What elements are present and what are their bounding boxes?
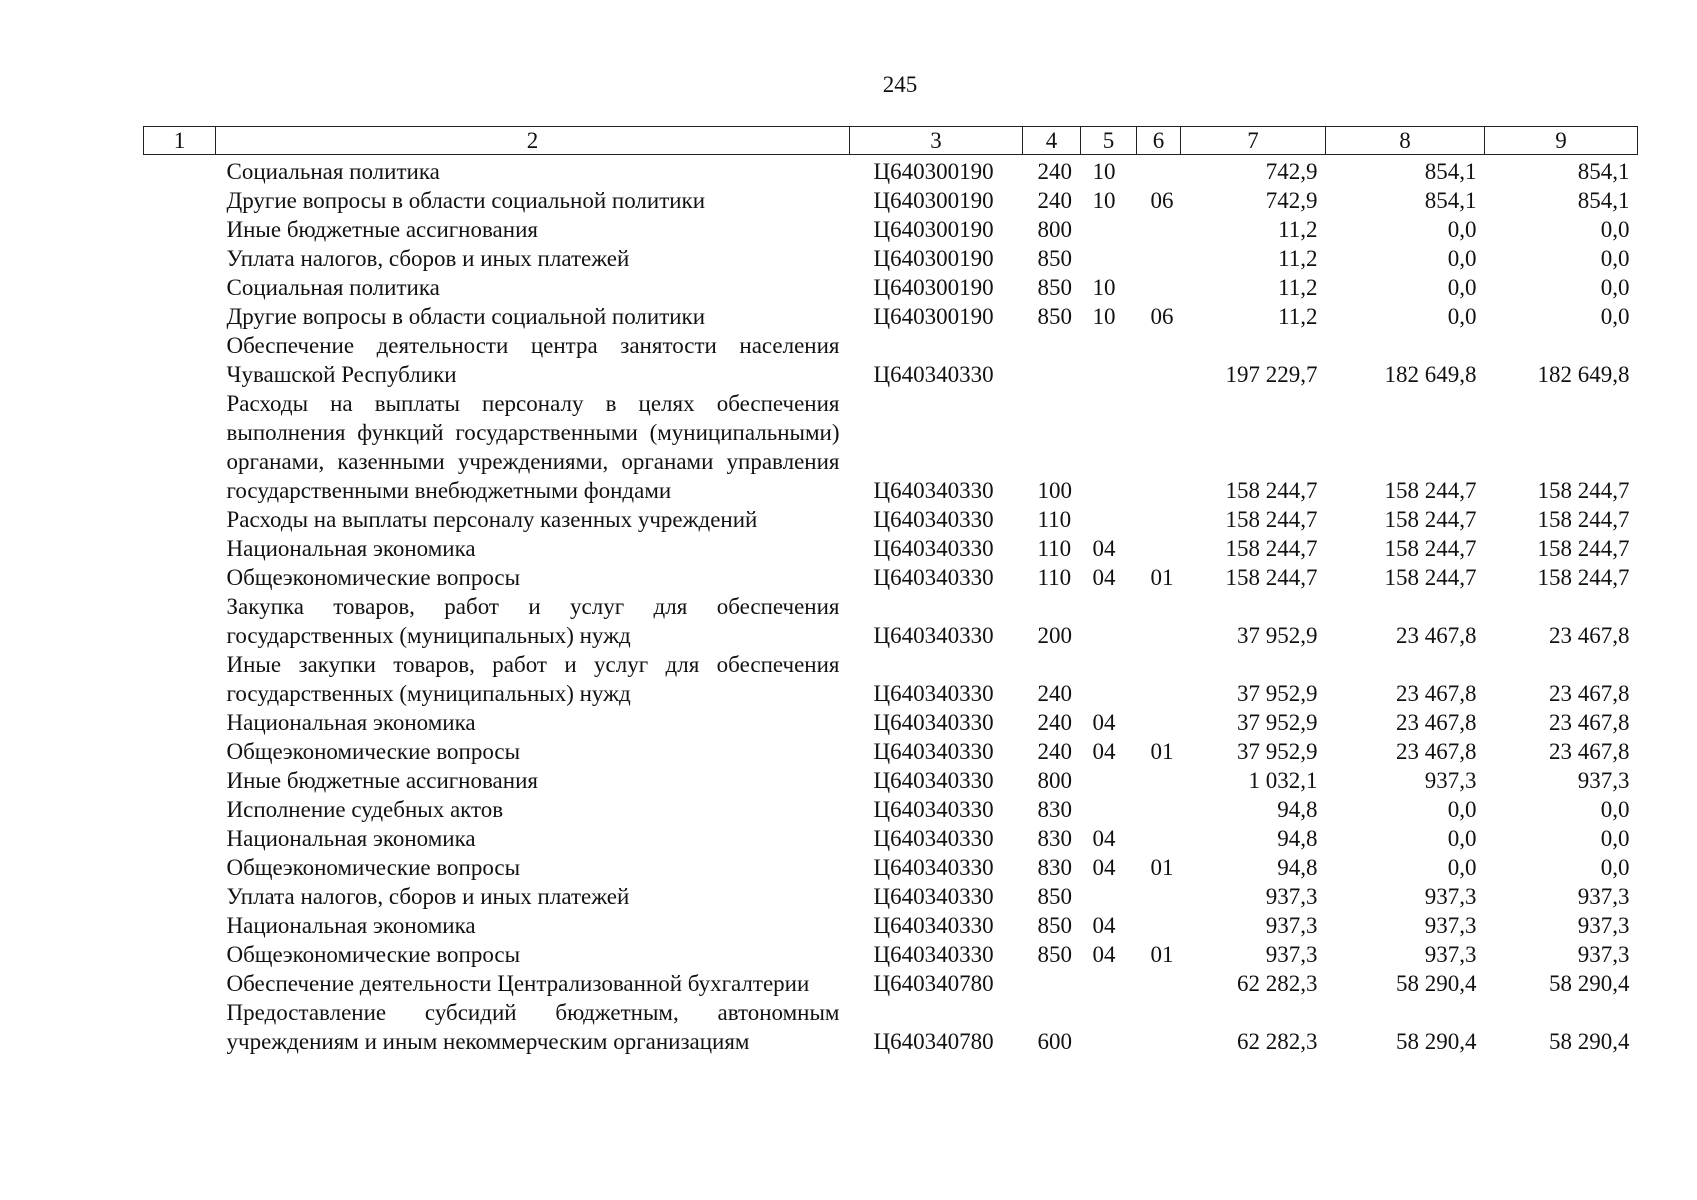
amount-year1-cell: 37 952,9 (1237, 623, 1318, 648)
expense-name-cell: Национальная экономика (226, 826, 476, 851)
amount-year2-cell: 158 244,7 (1384, 478, 1477, 503)
subsection-cell (1137, 911, 1181, 940)
target-code-cell: Ц640300190 (873, 304, 994, 329)
subsection-cell (1137, 534, 1181, 563)
subsection-cell: 01 (1150, 942, 1174, 967)
subsection-cell (1137, 969, 1181, 998)
table-row (144, 215, 1638, 244)
amount-year1-cell: 937,3 (1265, 884, 1318, 909)
column-header: 5 (1081, 127, 1137, 155)
row-number-cell (144, 244, 216, 273)
expense-group-cell: 850 (1037, 942, 1072, 967)
table-row (144, 650, 1638, 708)
target-code-cell: Ц640340330 (873, 797, 994, 822)
amount-year2-cell: 0,0 (1447, 217, 1477, 242)
section-cell: 10 (1092, 304, 1116, 329)
section-cell (1081, 650, 1137, 708)
table-row (144, 331, 1638, 389)
amount-year1-cell: 158 244,7 (1225, 507, 1318, 532)
row-number-cell (144, 389, 216, 505)
amount-year2-cell: 158 244,7 (1384, 507, 1477, 532)
amount-year3-cell: 0,0 (1600, 217, 1630, 242)
row-number-cell (144, 766, 216, 795)
amount-year3-cell: 0,0 (1600, 246, 1630, 271)
amount-year2-cell: 23 467,8 (1396, 710, 1477, 735)
target-code-cell: Ц640300190 (873, 275, 994, 300)
amount-year3-cell: 23 467,8 (1549, 710, 1630, 735)
amount-year2-cell: 158 244,7 (1384, 536, 1477, 561)
expense-name-cell: Социальная политика (226, 275, 440, 300)
amount-year2-cell: 0,0 (1447, 304, 1477, 329)
target-code-cell: Ц640340330 (873, 768, 994, 793)
expense-group-cell: 830 (1037, 797, 1072, 822)
section-cell (1081, 795, 1137, 824)
amount-year3-cell: 0,0 (1600, 304, 1630, 329)
section-cell: 04 (1092, 536, 1116, 561)
expense-group-cell: 200 (1037, 623, 1072, 648)
amount-year1-cell: 94,8 (1277, 797, 1318, 822)
amount-year3-cell: 0,0 (1600, 855, 1630, 880)
column-header: 8 (1326, 127, 1485, 155)
row-number-cell (144, 737, 216, 766)
subsection-cell (1137, 273, 1181, 302)
row-number-cell (144, 186, 216, 215)
amount-year1-cell: 937,3 (1265, 942, 1318, 967)
amount-year1-cell: 158 244,7 (1225, 478, 1318, 503)
amount-year1-cell: 158 244,7 (1225, 565, 1318, 590)
section-cell: 04 (1092, 565, 1116, 590)
subsection-cell: 01 (1150, 739, 1174, 764)
subsection-cell (1137, 155, 1181, 187)
row-number-cell (144, 650, 216, 708)
expense-group-cell: 240 (1037, 739, 1072, 764)
table-row (144, 186, 1638, 215)
target-code-cell: Ц640340330 (873, 826, 994, 851)
section-cell: 04 (1092, 826, 1116, 851)
expense-name-cell: Расходы на выплаты персоналу в целях обеспечения выполнения функций государственными (муниципальными) органами, казенными учреждениями, органами управления государственными внебюджетными фондами (226, 391, 840, 503)
section-cell: 04 (1092, 710, 1116, 735)
amount-year2-cell: 0,0 (1447, 275, 1477, 300)
amount-year1-cell: 94,8 (1277, 826, 1318, 851)
table-row (144, 505, 1638, 534)
table-header-row (144, 127, 1638, 155)
expense-group-cell: 850 (1037, 275, 1072, 300)
section-cell (1081, 505, 1137, 534)
column-header: 9 (1485, 127, 1638, 155)
expense-name-cell: Закупка товаров, работ и услуг для обеспечения государственных (муниципальных) нужд (226, 594, 840, 648)
amount-year1-cell: 937,3 (1265, 913, 1318, 938)
amount-year2-cell: 937,3 (1424, 884, 1477, 909)
amount-year3-cell: 937,3 (1577, 942, 1630, 967)
subsection-cell (1137, 766, 1181, 795)
table-row (144, 708, 1638, 737)
subsection-cell: 06 (1150, 304, 1174, 329)
table-row (144, 882, 1638, 911)
subsection-cell (1137, 824, 1181, 853)
amount-year1-cell: 197 229,7 (1225, 362, 1318, 387)
amount-year2-cell: 58 290,4 (1396, 1029, 1477, 1054)
target-code-cell: Ц640340330 (873, 681, 994, 706)
section-cell: 04 (1092, 739, 1116, 764)
column-header: 2 (216, 127, 850, 155)
section-cell: 04 (1092, 913, 1116, 938)
row-number-cell (144, 795, 216, 824)
target-code-cell: Ц640340780 (873, 971, 994, 996)
table-row (144, 592, 1638, 650)
subsection-cell (1137, 215, 1181, 244)
amount-year3-cell: 0,0 (1600, 826, 1630, 851)
expense-name-cell: Общеэкономические вопросы (226, 855, 521, 880)
amount-year1-cell: 11,2 (1278, 246, 1318, 271)
table-row (144, 273, 1638, 302)
target-code-cell: Ц640340330 (873, 623, 994, 648)
page-number: 245 (882, 72, 918, 97)
subsection-cell (1137, 882, 1181, 911)
amount-year3-cell: 854,1 (1577, 188, 1630, 213)
amount-year1-cell: 62 282,3 (1237, 971, 1318, 996)
table-row (144, 853, 1638, 882)
expense-name-cell: Предоставление субсидий бюджетным, автономным учреждениям и иным некоммерческим организациям (226, 1000, 840, 1054)
column-header: 4 (1023, 127, 1081, 155)
expense-group-cell (1023, 331, 1081, 389)
row-number-cell (144, 882, 216, 911)
section-cell (1081, 592, 1137, 650)
row-number-cell (144, 563, 216, 592)
table-row (144, 940, 1638, 969)
target-code-cell: Ц640340330 (873, 855, 994, 880)
table-row (144, 911, 1638, 940)
expense-group-cell: 240 (1037, 159, 1072, 184)
expense-group-cell: 240 (1037, 710, 1072, 735)
amount-year1-cell: 158 244,7 (1225, 536, 1318, 561)
amount-year2-cell: 182 649,8 (1384, 362, 1477, 387)
target-code-cell: Ц640340330 (873, 565, 994, 590)
target-code-cell: Ц640340330 (873, 739, 994, 764)
section-cell (1081, 331, 1137, 389)
row-number-cell (144, 331, 216, 389)
amount-year1-cell: 11,2 (1278, 275, 1318, 300)
amount-year3-cell: 58 290,4 (1549, 971, 1630, 996)
amount-year2-cell: 937,3 (1424, 913, 1477, 938)
row-number-cell (144, 998, 216, 1056)
table-row (144, 795, 1638, 824)
section-cell: 04 (1092, 942, 1116, 967)
expense-name-cell: Уплата налогов, сборов и иных платежей (226, 884, 630, 909)
section-cell (1081, 244, 1137, 273)
amount-year2-cell: 937,3 (1424, 942, 1477, 967)
amount-year1-cell: 37 952,9 (1237, 710, 1318, 735)
amount-year3-cell: 937,3 (1577, 884, 1630, 909)
amount-year3-cell: 158 244,7 (1537, 478, 1630, 503)
table-row (144, 155, 1638, 187)
subsection-cell (1137, 650, 1181, 708)
expense-name-cell: Иные бюджетные ассигнования (226, 217, 538, 242)
expense-group-cell: 830 (1037, 826, 1072, 851)
amount-year1-cell: 62 282,3 (1237, 1029, 1318, 1054)
expense-group-cell: 830 (1037, 855, 1072, 880)
table-row (144, 737, 1638, 766)
expense-group-cell: 240 (1037, 188, 1072, 213)
expense-group-cell: 240 (1037, 681, 1072, 706)
expense-name-cell: Обеспечение деятельности центра занятости населения Чувашской Республики (226, 333, 840, 387)
row-number-cell (144, 155, 216, 187)
expense-group-cell: 110 (1037, 536, 1072, 561)
amount-year1-cell: 37 952,9 (1237, 739, 1318, 764)
expense-name-cell: Уплата налогов, сборов и иных платежей (226, 246, 630, 271)
subsection-cell: 01 (1150, 855, 1174, 880)
amount-year2-cell: 0,0 (1447, 797, 1477, 822)
column-header: 3 (850, 127, 1023, 155)
amount-year2-cell: 854,1 (1424, 188, 1477, 213)
expense-name-cell: Другие вопросы в области социальной политики (226, 188, 706, 213)
row-number-cell (144, 911, 216, 940)
amount-year1-cell: 37 952,9 (1237, 681, 1318, 706)
expense-group-cell: 110 (1037, 565, 1072, 590)
amount-year3-cell: 158 244,7 (1537, 507, 1630, 532)
amount-year3-cell: 23 467,8 (1549, 681, 1630, 706)
amount-year3-cell: 937,3 (1577, 913, 1630, 938)
subsection-cell (1137, 592, 1181, 650)
amount-year1-cell: 742,9 (1265, 188, 1318, 213)
section-cell (1081, 215, 1137, 244)
expense-name-cell: Общеэкономические вопросы (226, 739, 521, 764)
section-cell: 10 (1092, 275, 1116, 300)
amount-year3-cell: 0,0 (1600, 275, 1630, 300)
table-row (144, 998, 1638, 1056)
amount-year2-cell: 23 467,8 (1396, 681, 1477, 706)
section-cell (1081, 389, 1137, 505)
target-code-cell: Ц640340330 (873, 884, 994, 909)
row-number-cell (144, 592, 216, 650)
row-number-cell (144, 940, 216, 969)
amount-year1-cell: 11,2 (1278, 217, 1318, 242)
amount-year1-cell: 742,9 (1265, 159, 1318, 184)
amount-year1-cell: 1 032,1 (1248, 768, 1318, 793)
column-header: 7 (1181, 127, 1326, 155)
expense-name-cell: Иные бюджетные ассигнования (226, 768, 538, 793)
target-code-cell: Ц640340330 (873, 507, 994, 532)
amount-year2-cell: 23 467,8 (1396, 739, 1477, 764)
expense-name-cell: Другие вопросы в области социальной политики (226, 304, 706, 329)
row-number-cell (144, 708, 216, 737)
amount-year3-cell: 182 649,8 (1537, 362, 1630, 387)
amount-year2-cell: 937,3 (1424, 768, 1477, 793)
expense-name-cell: Социальная политика (226, 159, 440, 184)
expense-name-cell: Исполнение судебных актов (226, 797, 504, 822)
target-code-cell: Ц640300190 (873, 246, 994, 271)
expense-name-cell: Иные закупки товаров, работ и услуг для обеспечения государственных (муниципальных) нужд (226, 652, 840, 706)
amount-year2-cell: 0,0 (1447, 246, 1477, 271)
target-code-cell: Ц640340780 (873, 1029, 994, 1054)
table-row (144, 389, 1638, 505)
section-cell (1081, 969, 1137, 998)
subsection-cell (1137, 331, 1181, 389)
amount-year3-cell: 23 467,8 (1549, 623, 1630, 648)
expense-name-cell: Расходы на выплаты персоналу казенных учреждений (226, 507, 758, 532)
expense-group-cell: 850 (1037, 246, 1072, 271)
row-number-cell (144, 853, 216, 882)
section-cell: 10 (1092, 159, 1116, 184)
subsection-cell (1137, 505, 1181, 534)
expense-group-cell: 100 (1037, 478, 1072, 503)
amount-year3-cell: 23 467,8 (1549, 739, 1630, 764)
amount-year3-cell: 158 244,7 (1537, 536, 1630, 561)
target-code-cell: Ц640300190 (873, 217, 994, 242)
amount-year1-cell: 11,2 (1278, 304, 1318, 329)
expense-name-cell: Общеэкономические вопросы (226, 942, 521, 967)
amount-year2-cell: 158 244,7 (1384, 565, 1477, 590)
table-row (144, 969, 1638, 998)
target-code-cell: Ц640340330 (873, 710, 994, 735)
row-number-cell (144, 302, 216, 331)
amount-year3-cell: 937,3 (1577, 768, 1630, 793)
target-code-cell: Ц640300190 (873, 188, 994, 213)
table-row (144, 824, 1638, 853)
expense-group-cell (1023, 969, 1081, 998)
target-code-cell: Ц640300190 (873, 159, 994, 184)
row-number-cell (144, 969, 216, 998)
target-code-cell: Ц640340330 (873, 942, 994, 967)
section-cell (1081, 882, 1137, 911)
expense-group-cell: 850 (1037, 304, 1072, 329)
table-body (144, 155, 1638, 1057)
section-cell (1081, 766, 1137, 795)
amount-year3-cell: 0,0 (1600, 797, 1630, 822)
section-cell (1081, 998, 1137, 1056)
table-row (144, 766, 1638, 795)
subsection-cell (1137, 795, 1181, 824)
expense-group-cell: 850 (1037, 884, 1072, 909)
amount-year1-cell: 94,8 (1277, 855, 1318, 880)
expense-group-cell: 850 (1037, 913, 1072, 938)
row-number-cell (144, 534, 216, 563)
column-header: 6 (1137, 127, 1181, 155)
subsection-cell (1137, 998, 1181, 1056)
expense-name-cell: Общеэкономические вопросы (226, 565, 521, 590)
expense-name-cell: Национальная экономика (226, 913, 476, 938)
column-header: 1 (144, 127, 216, 155)
amount-year3-cell: 58 290,4 (1549, 1029, 1630, 1054)
expense-name-cell: Национальная экономика (226, 710, 476, 735)
section-cell: 04 (1092, 855, 1116, 880)
table-row (144, 563, 1638, 592)
expense-group-cell: 800 (1037, 217, 1072, 242)
section-cell: 10 (1092, 188, 1116, 213)
table-row (144, 244, 1638, 273)
amount-year2-cell: 854,1 (1424, 159, 1477, 184)
row-number-cell (144, 505, 216, 534)
target-code-cell: Ц640340330 (873, 913, 994, 938)
row-number-cell (144, 215, 216, 244)
target-code-cell: Ц640340330 (873, 478, 994, 503)
row-number-cell (144, 824, 216, 853)
amount-year3-cell: 158 244,7 (1537, 565, 1630, 590)
amount-year2-cell: 23 467,8 (1396, 623, 1477, 648)
amount-year2-cell: 0,0 (1447, 826, 1477, 851)
budget-table (143, 126, 1638, 1056)
expense-group-cell: 110 (1037, 507, 1072, 532)
subsection-cell (1137, 389, 1181, 505)
row-number-cell (144, 273, 216, 302)
expense-group-cell: 600 (1037, 1029, 1072, 1054)
amount-year3-cell: 854,1 (1577, 159, 1630, 184)
target-code-cell: Ц640340330 (873, 362, 994, 387)
subsection-cell: 01 (1150, 565, 1174, 590)
amount-year2-cell: 0,0 (1447, 855, 1477, 880)
expense-group-cell: 800 (1037, 768, 1072, 793)
expense-name-cell: Национальная экономика (226, 536, 476, 561)
table-row (144, 302, 1638, 331)
target-code-cell: Ц640340330 (873, 536, 994, 561)
subsection-cell (1137, 244, 1181, 273)
amount-year2-cell: 58 290,4 (1396, 971, 1477, 996)
expense-name-cell: Обеспечение деятельности Централизованной бухгалтерии (226, 971, 810, 996)
table-row (144, 534, 1638, 563)
subsection-cell (1137, 708, 1181, 737)
subsection-cell: 06 (1150, 188, 1174, 213)
